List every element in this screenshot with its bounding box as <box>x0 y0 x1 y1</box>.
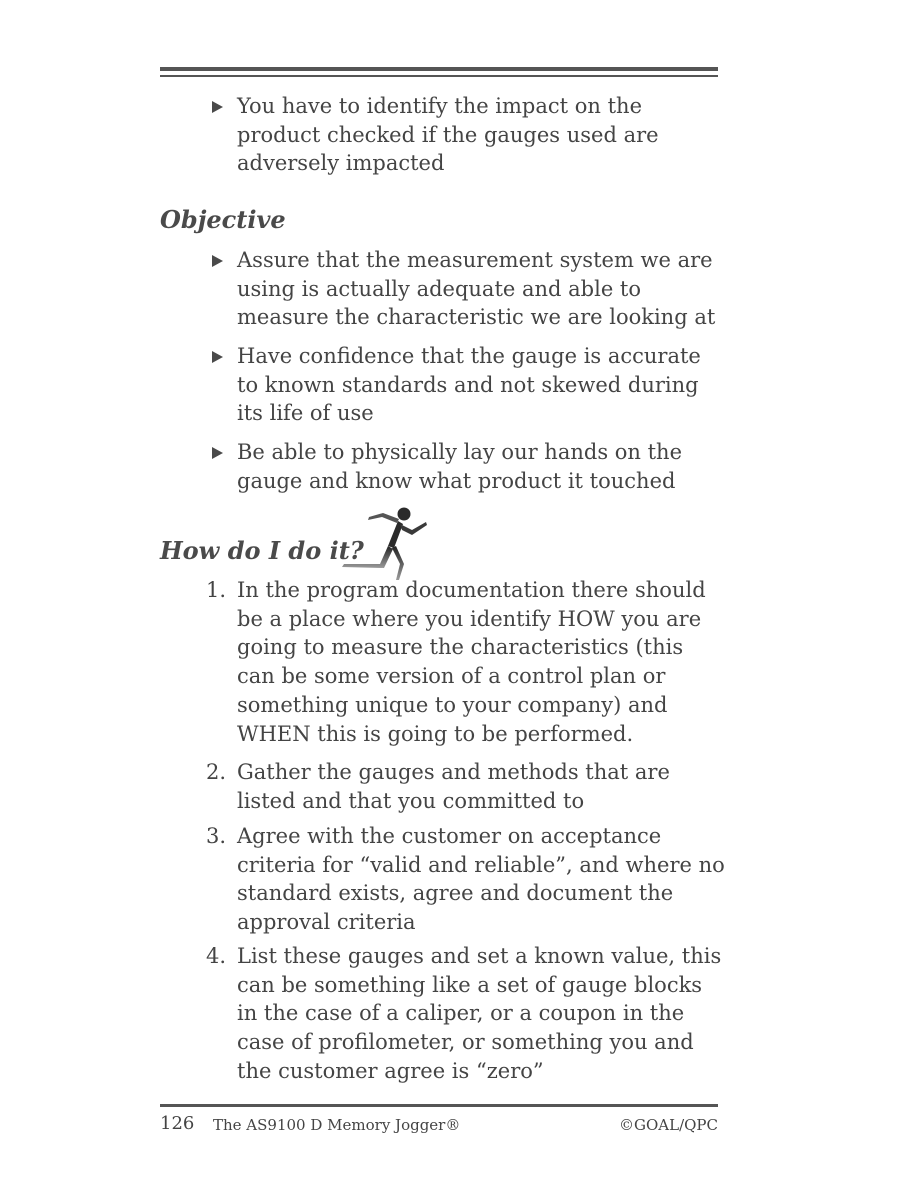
triangle-bullet-icon <box>212 101 223 113</box>
page-number: 126 <box>160 1113 195 1134</box>
triangle-bullet-icon <box>212 447 223 459</box>
objective-bullet-text: Be able to physically lay our hands on the gauge and know what product it touched <box>237 440 683 493</box>
triangle-bullet-icon <box>212 255 223 267</box>
intro-bullet-text: You have to identify the impact on the product checked if the gauges used are adversely impacted <box>237 94 659 176</box>
running-man-icon <box>340 506 430 586</box>
how-heading: How do I do it? <box>160 536 364 565</box>
objective-bullet-text: Have confidence that the gauge is accurate to known standards and not skewed during its life of use <box>237 344 701 426</box>
step-number: 4. <box>206 944 227 968</box>
footer-rule <box>160 1104 718 1107</box>
header-rule-thin <box>160 75 718 77</box>
objective-bullet-text: Assure that the measurement system we are using is actually adequate and able to measure the characteristic we are looking at <box>237 248 716 330</box>
header-rule-thick <box>160 67 718 71</box>
step-number: 1. <box>206 578 227 602</box>
step-number: 2. <box>206 760 227 784</box>
step-text: In the program documentation there should be a place where you identify HOW you are going to measure the characteristics (this can be some version of a control plan or something unique to your company) and WHEN this is going to be performed. <box>237 578 706 746</box>
book-title: The AS9100 D Memory Jogger® <box>213 1116 461 1134</box>
triangle-bullet-icon <box>212 351 223 363</box>
step-text: List these gauges and set a known value, this can be something like a set of gauge blocks in the case of a caliper, or a coupon in the case of profilometer, or something you and the customer agree is “zero” <box>237 944 722 1083</box>
step-text: Gather the gauges and methods that are listed and that you committed to <box>237 760 670 813</box>
step-text: Agree with the customer on acceptance criteria for “valid and reliable”, and where no standard exists, agree and document the approval criteria <box>237 824 725 935</box>
copyright: ©GOAL/QPC <box>619 1116 718 1134</box>
step-number: 3. <box>206 824 227 848</box>
objective-heading: Objective <box>160 205 286 234</box>
